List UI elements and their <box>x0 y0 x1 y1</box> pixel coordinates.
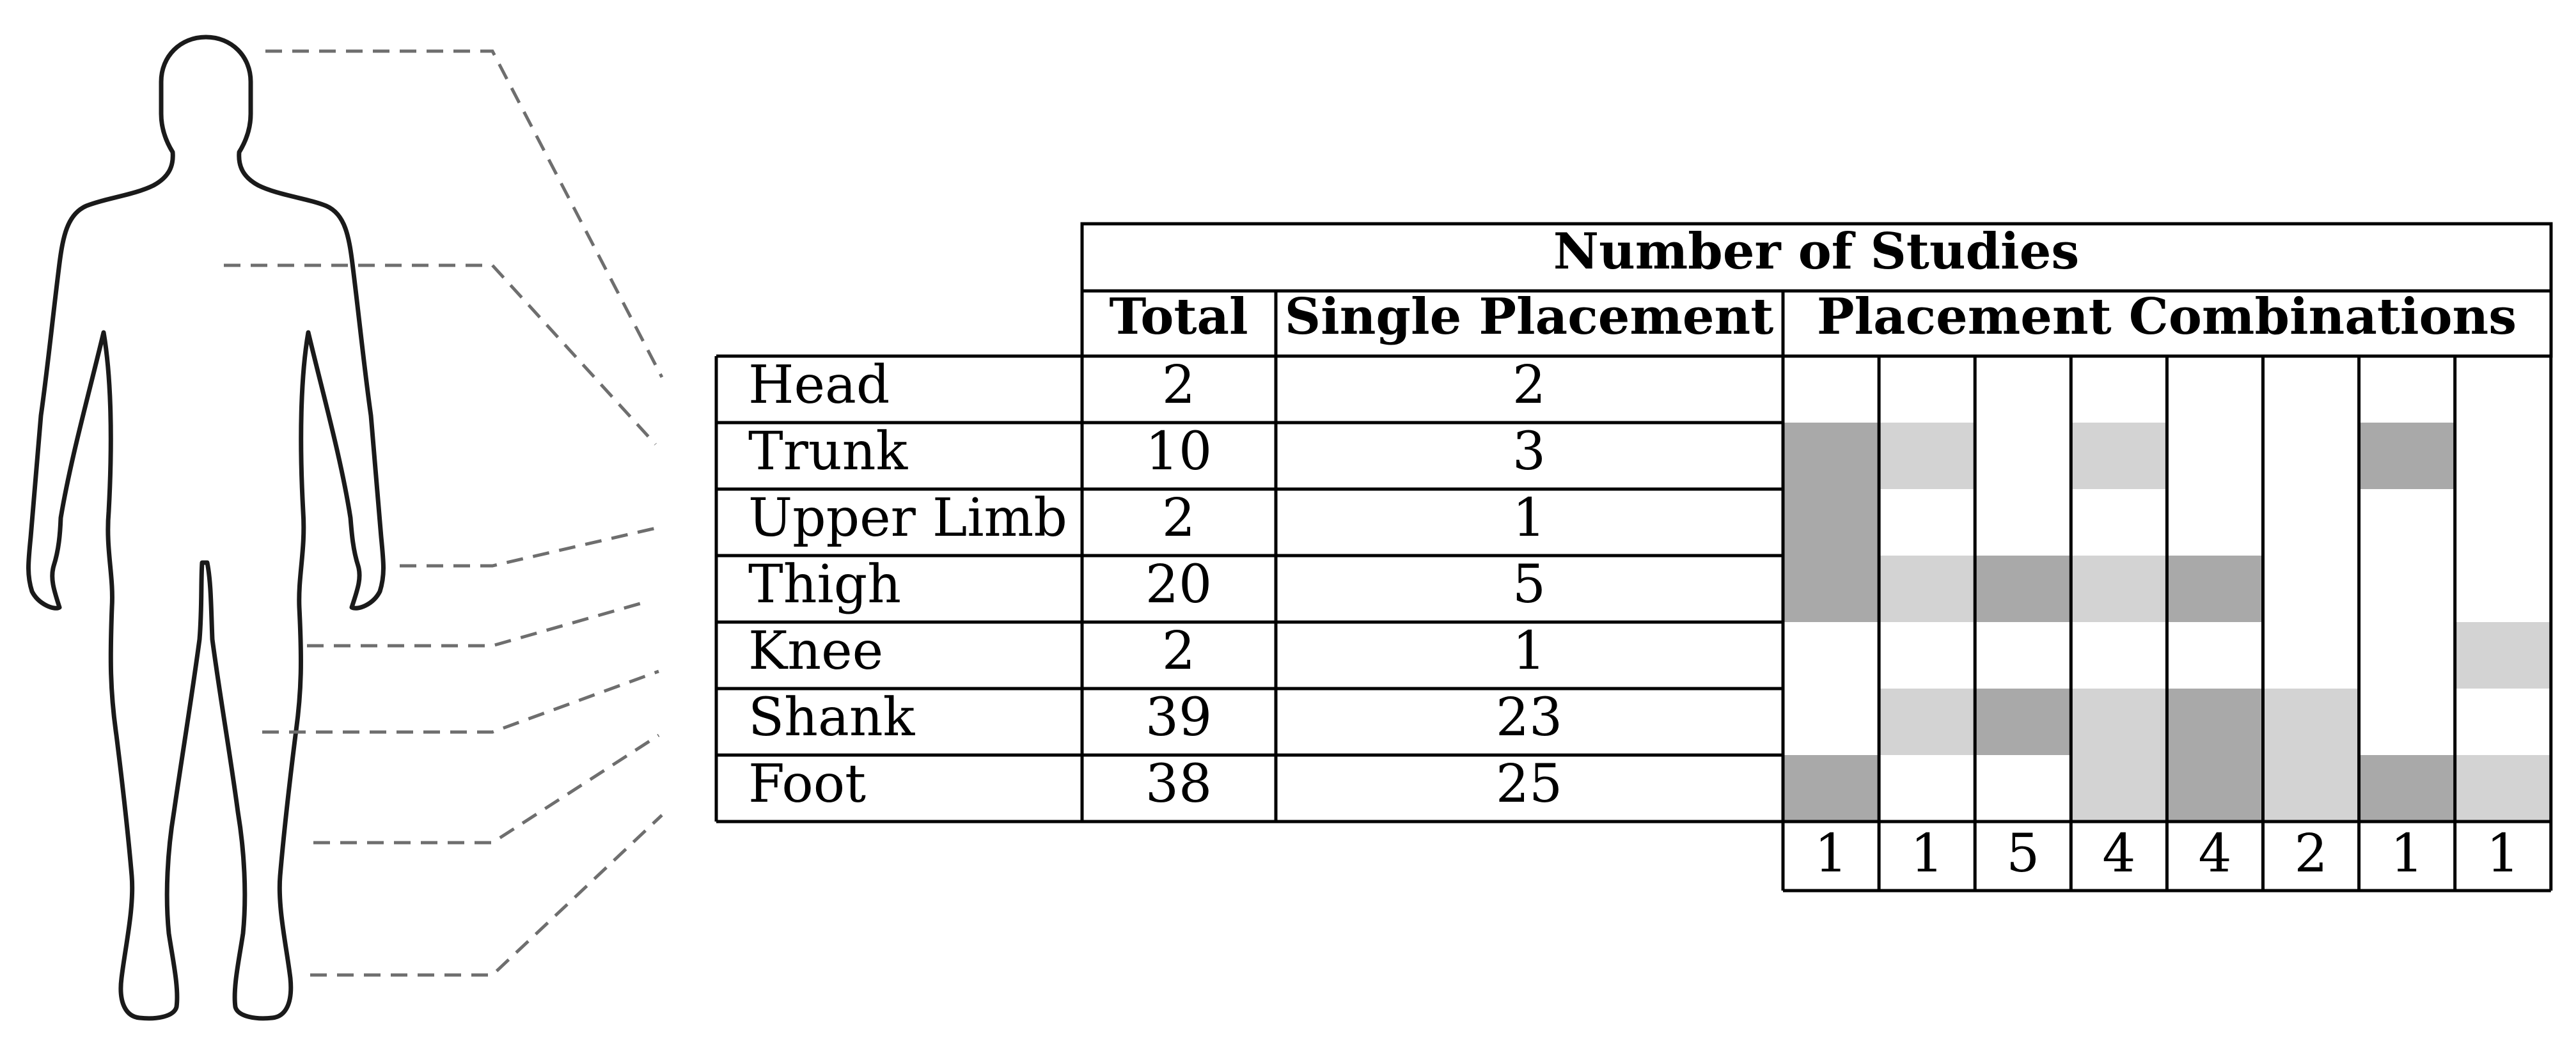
combination-cell-light <box>2455 622 2551 689</box>
combination-cell-dark <box>2167 556 2263 622</box>
combination-count: 5 <box>2006 823 2040 884</box>
combination-cell-none <box>2455 689 2551 755</box>
combination-cell-light <box>2263 689 2359 755</box>
combination-cell-none <box>2359 356 2455 423</box>
combination-cell-none <box>2263 489 2359 556</box>
header-total-text: Total <box>1109 288 1248 346</box>
combination-cell-none <box>1879 622 1975 689</box>
combination-cell-none <box>1783 356 1879 423</box>
combination-count: 1 <box>1814 823 1848 884</box>
combination-cell-none <box>2071 356 2167 423</box>
human-body-outline <box>29 37 384 1018</box>
leader-lines <box>224 51 662 975</box>
combination-cell-none <box>1879 356 1975 423</box>
combination-cell-none <box>2071 622 2167 689</box>
table-row <box>748 421 1546 482</box>
combination-cell-dark <box>2359 423 2455 489</box>
combination-cell-dark <box>1975 556 2071 622</box>
row-single: 25 <box>1495 754 1563 815</box>
combination-cell-dark <box>2167 689 2263 755</box>
combination-cell-light <box>1879 423 1975 489</box>
row-label: Trunk <box>748 421 908 482</box>
combination-cell-none <box>1783 689 1879 755</box>
combination-cell-none <box>2263 356 2359 423</box>
combination-cell-dark <box>1783 489 1879 556</box>
leader-line-shank <box>313 735 659 843</box>
row-label: Foot <box>748 754 867 815</box>
combination-cell-none <box>2263 622 2359 689</box>
combination-cell-dark <box>1783 423 1879 489</box>
row-label: Knee <box>748 621 884 682</box>
table-row <box>748 355 1546 416</box>
combination-cell-none <box>2263 423 2359 489</box>
header-combinations-text: Placement Combinations <box>1816 288 2517 346</box>
combination-cell-none <box>2455 423 2551 489</box>
combination-cell-none <box>1879 489 1975 556</box>
combination-cell-none <box>1975 423 2071 489</box>
combination-cell-dark <box>1975 689 2071 755</box>
row-label: Upper Limb <box>748 488 1067 549</box>
combination-cell-none <box>1879 755 1975 822</box>
combination-count: 1 <box>1910 823 1944 884</box>
combination-cell-none <box>2359 689 2455 755</box>
combination-cell-light <box>1879 689 1975 755</box>
table-row <box>748 488 1546 549</box>
row-total: 2 <box>1161 488 1196 549</box>
leader-line-head <box>265 51 662 377</box>
combination-count: 1 <box>2390 823 2424 884</box>
table-row <box>748 621 1546 682</box>
combination-cell-none <box>2263 556 2359 622</box>
combination-cell-none <box>1783 622 1879 689</box>
combination-cell-none <box>2167 356 2263 423</box>
combination-cell-light <box>2071 689 2167 755</box>
combination-count: 2 <box>2294 823 2328 884</box>
combination-cell-none <box>2167 489 2263 556</box>
combination-cell-light <box>1879 556 1975 622</box>
combination-count: 4 <box>2198 823 2232 884</box>
leader-line-upper-limb <box>400 527 659 566</box>
table-row <box>748 554 1546 615</box>
combination-cell-none <box>2455 356 2551 423</box>
row-single: 23 <box>1495 687 1563 748</box>
row-single: 1 <box>1512 621 1546 682</box>
row-label: Thigh <box>748 554 902 615</box>
leader-line-foot <box>310 815 662 975</box>
combination-cell-none <box>1975 489 2071 556</box>
row-total: 38 <box>1145 754 1213 815</box>
combination-cell-none <box>1975 622 2071 689</box>
combination-cell-light <box>2071 755 2167 822</box>
combination-cell-none <box>2455 489 2551 556</box>
row-total: 2 <box>1161 355 1196 416</box>
table-row <box>748 754 1562 815</box>
combination-cell-dark <box>1783 755 1879 822</box>
row-single: 5 <box>1512 554 1546 615</box>
row-label: Shank <box>748 687 915 748</box>
leader-line-knee <box>262 671 659 732</box>
combination-count: 4 <box>2102 823 2136 884</box>
combination-count: 1 <box>2486 823 2520 884</box>
combination-cell-light <box>2071 423 2167 489</box>
combination-cell-none <box>2167 423 2263 489</box>
combination-cell-none <box>1975 755 2071 822</box>
combination-cell-none <box>1975 356 2071 423</box>
row-total: 10 <box>1145 421 1213 482</box>
table-row <box>748 687 1562 748</box>
leader-line-trunk <box>224 265 656 444</box>
combination-cell-light <box>2455 755 2551 822</box>
combination-cell-none <box>2455 556 2551 622</box>
combination-cell-none <box>2167 622 2263 689</box>
combination-cell-dark <box>2359 755 2455 822</box>
row-single: 3 <box>1512 421 1546 482</box>
combination-cell-light <box>2071 556 2167 622</box>
combination-cell-none <box>2359 556 2455 622</box>
combination-cell-dark <box>2167 755 2263 822</box>
row-total: 2 <box>1161 621 1196 682</box>
combination-cell-light <box>2263 755 2359 822</box>
row-single: 1 <box>1512 488 1546 549</box>
combination-cell-none <box>2359 489 2455 556</box>
combination-cell-none <box>2359 622 2455 689</box>
super-header-text: Number of Studies <box>1553 222 2080 281</box>
table-header <box>1082 222 2551 356</box>
combination-cell-none <box>2071 489 2167 556</box>
row-total: 20 <box>1145 554 1213 615</box>
row-total: 39 <box>1145 687 1213 748</box>
header-single-text: Single Placement <box>1284 288 1774 346</box>
combination-cell-dark <box>1783 556 1879 622</box>
row-label: Head <box>748 355 890 416</box>
row-single: 2 <box>1512 355 1546 416</box>
